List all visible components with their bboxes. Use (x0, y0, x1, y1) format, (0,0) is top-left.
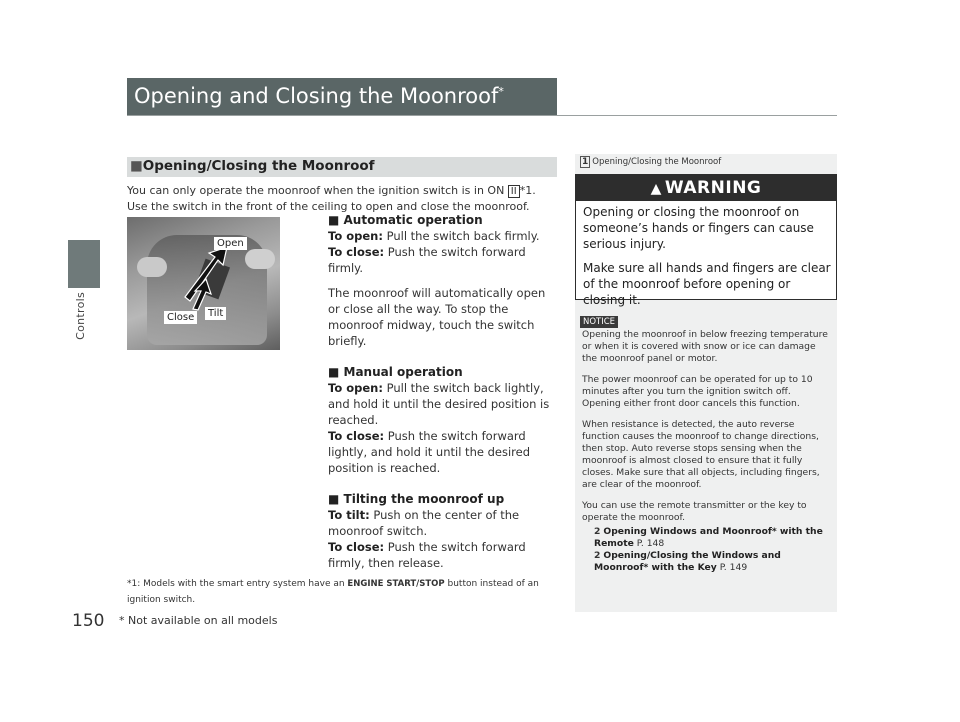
warning-title: ▲ WARNING (650, 178, 762, 198)
ignition-key-box: II (508, 185, 520, 198)
notice-text: Opening the moonroof in below freezing temperature or when it is covered with snow or ice can damage the moonroof panel or motor. (582, 329, 828, 364)
auto-reverse-text: When resistance is detected, the auto reverse function causes the moonroof to change directions, then stop. Auto reverse stops sensing when the moonroof is almost closed to ensure that it fully closes. Make sure that all objects, including fingers, are clear of the moonroof. (582, 419, 820, 490)
automatic-note: The moonroof will automatically open or close all the way. To stop the moonroof midway, touch the switch briefly. (328, 286, 546, 348)
warning-body: Opening or closing the moonroof on someone’s hands or fingers can cause serious injury. Make sure all hands and fingers are clear of the moonroof before opening or closing it. (583, 205, 831, 307)
moonroof-switch-photo (127, 217, 280, 350)
automatic-open: To open: Pull the switch back firmly. (328, 229, 540, 243)
chapter-tab (68, 240, 100, 288)
availability-note: * Not available on all models (119, 614, 278, 627)
footnote: *1: Models with the smart entry system have an ENGINE START/STOP button instead of an ignition switch. (127, 579, 539, 605)
automatic-heading: ■ Automatic operation (328, 213, 483, 227)
label-tilt: Tilt (205, 307, 226, 320)
section-heading: ■Opening/Closing the Moonroof (130, 158, 375, 174)
tilt-heading: ■ Tilting the moonroof up (328, 492, 505, 506)
timer-text: The power moonroof can be operated for up to 10 minutes after you turn the ignition switch off. Opening either front door cancels this function. (582, 374, 813, 409)
notice-badge: NOTICE (580, 316, 618, 328)
tilt-up: To tilt: Push on the center of the moonroof switch. (328, 508, 520, 538)
sidebar-heading: 1 Opening/Closing the Moonroof (582, 157, 722, 167)
page-title: Opening and Closing the Moonroof* (134, 84, 504, 108)
label-close: Close (164, 311, 197, 324)
sidebar-text (582, 329, 830, 574)
intro-text: You can only operate the moonroof when the ignition switch is in ON II *1. Use the switch in the front of the ceiling to open and close the moonroof. (127, 184, 536, 213)
title-rule (127, 115, 837, 116)
label-open: Open (214, 237, 247, 250)
remote-text: You can use the remote transmitter or the key to operate the moonroof. (582, 500, 807, 523)
page-number: 150 (72, 611, 105, 631)
chapter-tab-label: Controls (74, 292, 87, 340)
operation-instructions (328, 210, 560, 571)
manual-heading: ■ Manual operation (328, 365, 463, 379)
manual-close: To close: Push the switch forward lightly, and hold it until the desired position is reached. (328, 429, 530, 475)
tilt-close: To close: Push the switch forward firmly, then release. (328, 540, 526, 570)
ref-link-key[interactable]: 2 Opening/Closing the Windows and Moonroof* with the Key P. 149 (594, 550, 781, 573)
warning-icon: ▲ (650, 181, 662, 197)
ref-link-remote[interactable]: 2 Opening Windows and Moonroof* with the Remote P. 148 (594, 526, 823, 549)
warning-box (575, 174, 837, 307)
manual-open: To open: Pull the switch back lightly, and hold it until the desired position is reached. (328, 381, 550, 427)
direction-arrows-icon (127, 217, 280, 350)
automatic-close: To close: Push the switch forward firmly. (328, 245, 526, 275)
